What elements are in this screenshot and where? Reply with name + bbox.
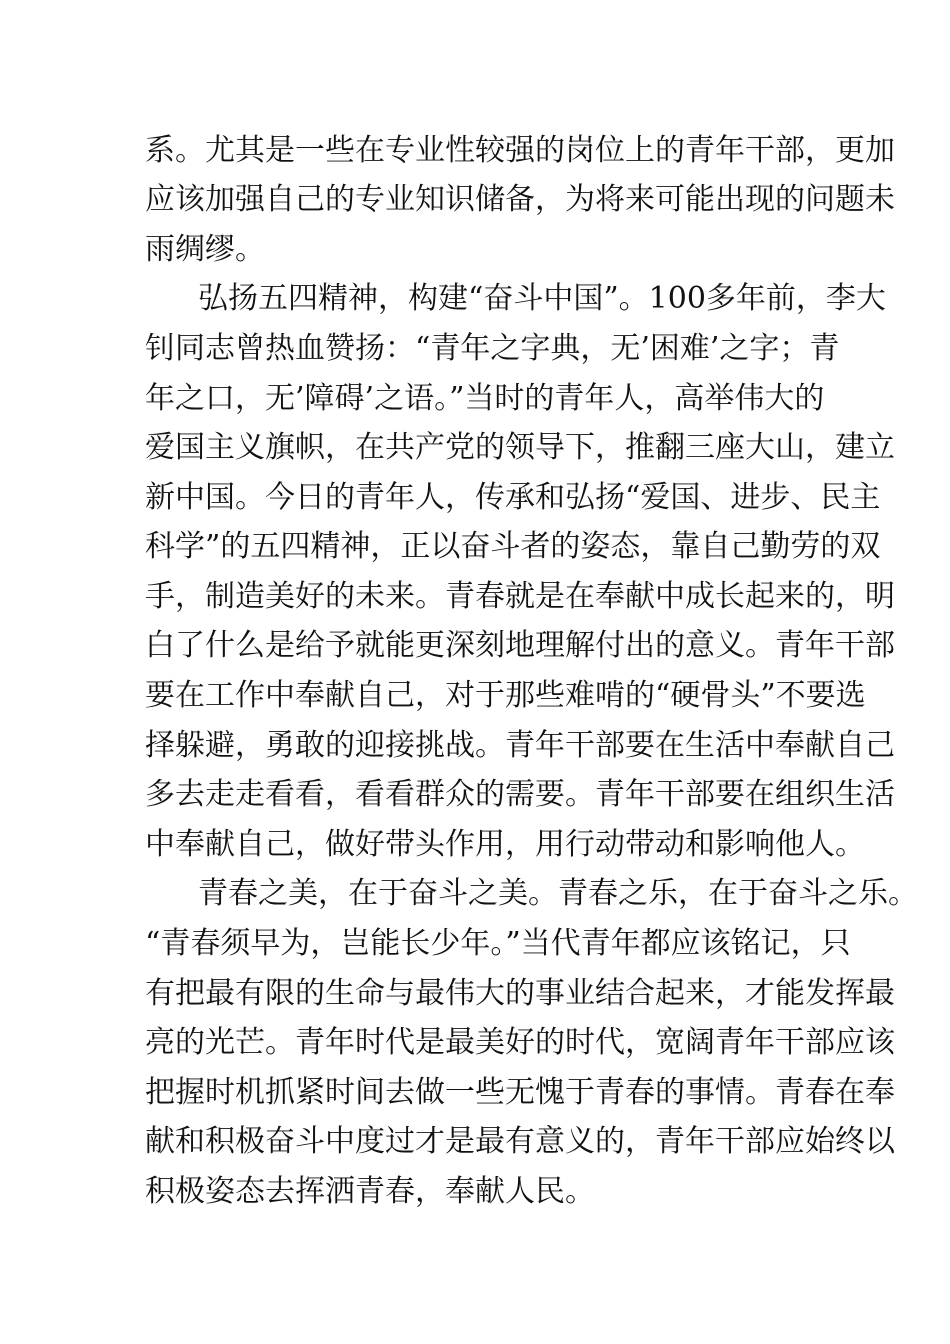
text-line: 科学”的五四精神，正以奋斗者的姿态，靠自己勤劳的双 xyxy=(145,529,881,564)
text-line: 献和积极奋斗中度过才是最有意义的，青年干部应始终以 xyxy=(145,1124,895,1159)
text-line: 手，制造美好的未来。青春就是在奉献中成长起来的，明 xyxy=(145,579,895,614)
text-line: “青春须早为，岂能长少年。”当代青年都应该铭记，只 xyxy=(145,926,851,961)
text-line: 多去走走看看，看看群众的需要。青年干部要在组织生活 xyxy=(145,777,895,812)
text-line: 年之口，无’障碍’之语。”当时的青年人，高举伟大的 xyxy=(145,381,825,416)
text-line: 要在工作中奉献自己，对于那些难啃的“硬骨头”不要选 xyxy=(145,678,866,713)
text-line: 择躲避，勇敢的迎接挑战。青年干部要在生活中奉献自己 xyxy=(145,728,895,763)
text-line: 系。尤其是一些在专业性较强的岗位上的青年干部，更加 xyxy=(145,133,895,168)
text-line: 亮的光芒。青年时代是最美好的时代，宽阔青年干部应该 xyxy=(145,1025,895,1060)
text-line: 把握时机抓紧时间去做一些无愧于青春的事情。青春在奉 xyxy=(145,1075,895,1110)
text-line: 新中国。今日的青年人，传承和弘扬“爱国、进步、民主 xyxy=(145,480,881,515)
text-line: 弘扬五四精神，构建“奋斗中国”。100多年前，李大 xyxy=(198,281,886,316)
text-line: 钊同志曾热血赞扬：“青年之字典，无’困难’之字；青 xyxy=(145,331,840,366)
text-line: 有把最有限的生命与最伟大的事业结合起来，才能发挥最 xyxy=(145,976,895,1011)
text-line: 爱国主义旗帜，在共产党的领导下，推翻三座大山，建立 xyxy=(145,430,895,465)
text-line: 青春之美，在于奋斗之美。青春之乐，在于奋斗之乐。 xyxy=(198,876,918,911)
text-line: 中奉献自己，做好带头作用，用行动带动和影响他人。 xyxy=(145,827,865,862)
text-line: 雨绸缪。 xyxy=(145,232,265,267)
text-line: 白了什么是给予就能更深刻地理解付出的意义。青年干部 xyxy=(145,628,895,663)
text-line: 应该加强自己的专业知识储备，为将来可能出现的问题未 xyxy=(145,182,895,217)
text-line: 积极姿态去挥洒青春，奉献人民。 xyxy=(145,1174,595,1209)
